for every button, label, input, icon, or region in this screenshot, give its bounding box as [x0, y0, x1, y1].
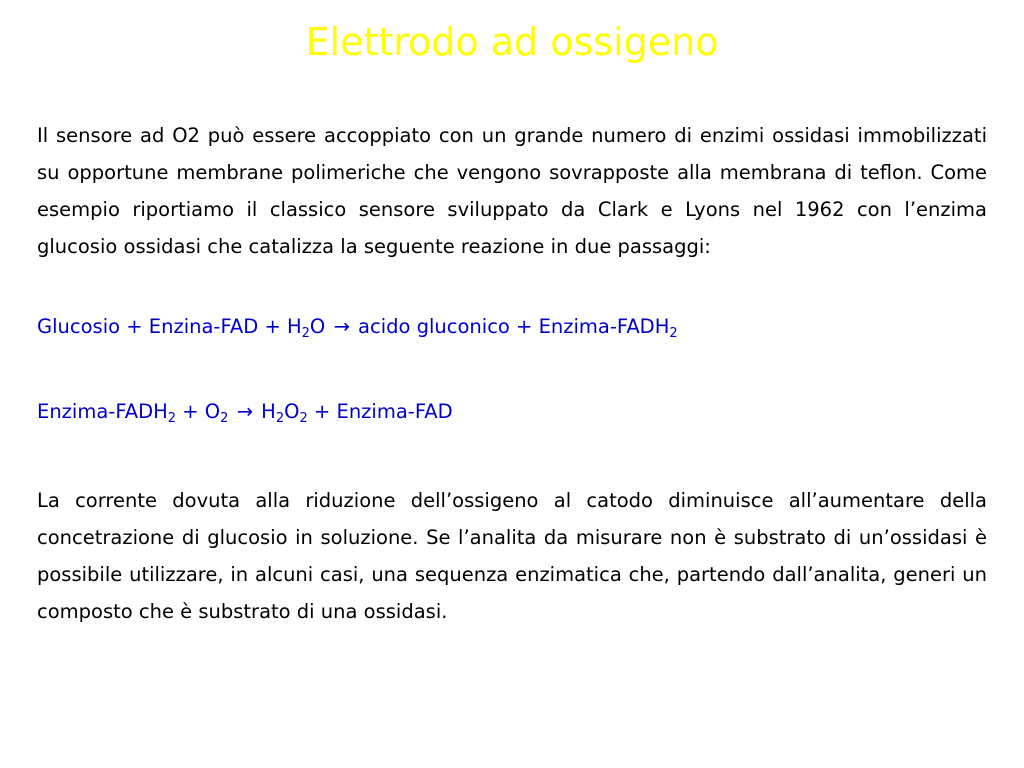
- equation-1-part-a: Glucosio + Enzina-FAD + H: [37, 315, 302, 338]
- equation-2-part-d: H: [254, 400, 276, 423]
- intro-paragraph: Il sensore ad O2 può essere accoppiato con un grande numero di enzimi ossidasi immobilizzati su opportune membrane polimeriche che vengono sovrapposte alla membrana di teflon. Come esempio riportiamo il classico sensore sviluppato da Clark e Lyons nel 1962 con l’enzima glucosio ossidasi che catalizza la seguente reazione in due passaggi:: [37, 124, 987, 258]
- equation-2-subscript-b: 2: [220, 411, 229, 426]
- equation-2-part-f: + Enzima-FAD: [307, 400, 453, 423]
- equation-2-part-e: O: [284, 400, 300, 423]
- equation-1-subscript-a: 2: [301, 326, 310, 341]
- equation-1-part-b: O: [309, 315, 332, 338]
- equation-2-subscript-a: 2: [167, 411, 177, 426]
- reaction-equation-1: [37, 312, 987, 342]
- conclusion-paragraph: La corrente dovuta alla riduzione dell’ossigeno al catodo diminuisce all’aumentare della concetrazione di glucosio in soluzione. Se l’analita da misurare non è substrato di un’ossidasi è possibile utilizzare, in alcuni casi, una sequenza enzimatica che, partendo dall’analita, generi un composto che è substrato di una ossidasi.: [37, 489, 987, 623]
- equation-2-part-b: + O: [176, 400, 221, 423]
- equation-2-part-a: Enzima-FADH: [37, 400, 168, 423]
- reaction-equation-2: [37, 397, 987, 427]
- slide-title: Elettrodo ad ossigeno: [305, 20, 719, 64]
- reaction-arrow-icon: →: [333, 315, 350, 338]
- equation-1-subscript-c: 2: [669, 326, 678, 341]
- reaction-arrow-icon: →: [236, 400, 253, 423]
- equation-1-part-c: acido gluconico + Enzima-FADH: [351, 315, 670, 338]
- equation-2-subscript-e: 2: [299, 411, 308, 426]
- equation-2-subscript-d: 2: [275, 411, 285, 426]
